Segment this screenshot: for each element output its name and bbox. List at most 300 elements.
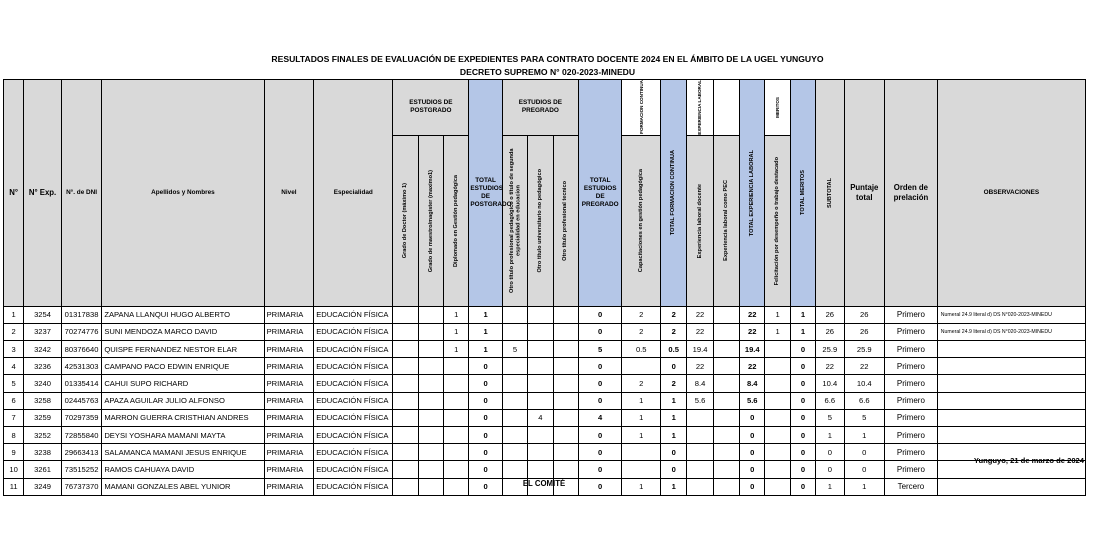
row-dni: 01317838 xyxy=(61,306,102,323)
row-otro-titulo-seg xyxy=(502,427,527,444)
row-exp: 3237 xyxy=(24,323,62,340)
header-maestro xyxy=(418,135,443,306)
row-capacitaciones: 0.5 xyxy=(622,341,661,358)
header-maestro-label: Grado de maestro/magister (maximo1) xyxy=(427,169,434,272)
row-maestro xyxy=(418,409,443,426)
row-total-experiencia: 8.4 xyxy=(740,375,765,392)
row-puntaje: 26 xyxy=(844,306,885,323)
row-puntaje: 10.4 xyxy=(844,375,885,392)
row-exp: 3236 xyxy=(24,358,62,375)
table-row xyxy=(4,461,1086,478)
row-exp-docente: 22 xyxy=(687,358,713,375)
row-otro-titulo-seg: 5 xyxy=(502,341,527,358)
row-observaciones xyxy=(937,341,1085,358)
row-exp: 3242 xyxy=(24,341,62,358)
table-row xyxy=(4,375,1086,392)
row-total-pregrado: 0 xyxy=(578,461,622,478)
row-total-meritos: 1 xyxy=(790,323,815,340)
row-maestro xyxy=(418,392,443,409)
header-n: N° xyxy=(4,80,24,307)
row-puntaje: 1 xyxy=(844,427,885,444)
header-pregrado-group: ESTUDIOS DE PREGRADO xyxy=(502,80,578,136)
row-orden: Primero xyxy=(885,306,938,323)
header-experiencia-group xyxy=(687,80,713,136)
row-otro-titulo-seg xyxy=(502,444,527,461)
row-total-postgrado: 0 xyxy=(469,444,502,461)
row-otro-titulo-univ xyxy=(528,341,553,358)
row-observaciones xyxy=(937,358,1085,375)
row-orden: Primero xyxy=(885,358,938,375)
row-name: SUNI MENDOZA MARCO DAVID xyxy=(102,323,264,340)
row-capacitaciones: 2 xyxy=(622,306,661,323)
row-total-postgrado: 0 xyxy=(469,358,502,375)
row-doctor xyxy=(393,375,418,392)
row-doctor xyxy=(393,409,418,426)
header-subtotal-label: SUBTOTAL xyxy=(826,177,833,208)
row-total-experiencia: 0 xyxy=(740,427,765,444)
row-dni: 29663413 xyxy=(61,444,102,461)
row-puntaje: 0 xyxy=(844,461,885,478)
header-doctor-label: Grado de Doctor (máximo 1) xyxy=(402,183,409,259)
header-total-postgrado-label: TOTAL ESTUDIOS DE POSTGRADO xyxy=(470,176,512,208)
row-name: MAMANI GONZALES ABEL YUNIOR xyxy=(102,478,264,495)
row-exp-docente: 19.4 xyxy=(687,341,713,358)
row-n: 3 xyxy=(4,341,24,358)
row-total-meritos: 0 xyxy=(790,358,815,375)
row-nivel: PRIMARIA xyxy=(264,375,314,392)
header-subtotal xyxy=(816,80,844,307)
row-total-pregrado: 0 xyxy=(578,358,622,375)
row-doctor xyxy=(393,392,418,409)
row-capacitaciones: 2 xyxy=(622,323,661,340)
row-total-pregrado: 4 xyxy=(578,409,622,426)
row-total-formacion: 1 xyxy=(661,409,687,426)
row-exp-pec xyxy=(713,392,739,409)
row-total-meritos: 0 xyxy=(790,461,815,478)
row-exp: 3254 xyxy=(24,306,62,323)
header-otro-titulo-seg xyxy=(502,135,527,306)
table-row xyxy=(4,323,1086,340)
row-otro-titulo-tec xyxy=(553,461,578,478)
header-formacion-label: FORMACION CONTINUA xyxy=(638,80,644,135)
row-otro-titulo-univ xyxy=(528,427,553,444)
row-maestro xyxy=(418,444,443,461)
header-otro-titulo-univ-label: Otro título universitario no pedagógico xyxy=(537,168,544,273)
row-name: CAMPANO PACO EDWIN ENRIQUE xyxy=(102,358,264,375)
row-total-postgrado: 0 xyxy=(469,461,502,478)
header-total-formacion xyxy=(661,80,687,307)
header-exp-docente xyxy=(687,135,713,306)
row-diplomado: 1 xyxy=(444,306,469,323)
row-name: ZAPANA LLANQUI HUGO ALBERTO xyxy=(102,306,264,323)
row-puntaje: 6.6 xyxy=(844,392,885,409)
row-total-formacion: 2 xyxy=(661,306,687,323)
row-exp-docente: 8.4 xyxy=(687,375,713,392)
row-total-experiencia: 22 xyxy=(740,358,765,375)
row-nivel: PRIMARIA xyxy=(264,478,314,495)
row-exp-pec xyxy=(713,341,739,358)
row-exp-pec xyxy=(713,409,739,426)
row-felicitacion xyxy=(765,375,790,392)
row-otro-titulo-tec xyxy=(553,323,578,340)
row-felicitacion xyxy=(765,341,790,358)
row-otro-titulo-seg xyxy=(502,358,527,375)
row-total-meritos: 0 xyxy=(790,375,815,392)
header-total-experiencia xyxy=(740,80,765,307)
row-orden: Primero xyxy=(885,392,938,409)
row-dni: 70274776 xyxy=(61,323,102,340)
header-diplomado xyxy=(444,135,469,306)
row-total-meritos: 0 xyxy=(790,392,815,409)
table-row xyxy=(4,444,1086,461)
row-total-postgrado: 0 xyxy=(469,392,502,409)
row-total-meritos: 0 xyxy=(790,444,815,461)
row-nivel: PRIMARIA xyxy=(264,306,314,323)
row-especialidad: EDUCACIÓN FÍSICA xyxy=(314,375,393,392)
row-doctor xyxy=(393,306,418,323)
row-exp: 3240 xyxy=(24,375,62,392)
row-n: 1 xyxy=(4,306,24,323)
header-diplomado-label: Diplomado en Gestión pedagógica xyxy=(452,174,459,267)
row-felicitacion xyxy=(765,461,790,478)
row-dni: 80376640 xyxy=(61,341,102,358)
row-maestro xyxy=(418,306,443,323)
row-especialidad: EDUCACIÓN FÍSICA xyxy=(314,427,393,444)
row-name: QUISPE FERNANDEZ NESTOR ELAR xyxy=(102,341,264,358)
header-otro-titulo-tec-label: Otro título profesional tecnico xyxy=(562,180,569,261)
row-otro-titulo-tec xyxy=(553,444,578,461)
row-observaciones xyxy=(937,409,1085,426)
header-exp-docente-label: Experiencia laboral docente xyxy=(696,183,703,258)
row-total-meritos: 0 xyxy=(790,341,815,358)
header-meritos-label: MERITOS xyxy=(774,96,780,118)
row-otro-titulo-tec xyxy=(553,392,578,409)
row-exp-docente xyxy=(687,427,713,444)
row-otro-titulo-seg xyxy=(502,392,527,409)
row-otro-titulo-univ xyxy=(528,444,553,461)
row-dni: 76737370 xyxy=(61,478,102,495)
row-total-experiencia: 0 xyxy=(740,461,765,478)
table-row xyxy=(4,392,1086,409)
row-especialidad: EDUCACIÓN FÍSICA xyxy=(314,358,393,375)
row-otro-titulo-seg xyxy=(502,375,527,392)
row-capacitaciones: 1 xyxy=(622,427,661,444)
row-diplomado xyxy=(444,375,469,392)
row-maestro xyxy=(418,427,443,444)
row-observaciones xyxy=(937,392,1085,409)
row-especialidad: EDUCACIÓN FÍSICA xyxy=(314,392,393,409)
row-n: 11 xyxy=(4,478,24,495)
row-exp-pec xyxy=(713,358,739,375)
row-subtotal: 1 xyxy=(816,478,844,495)
row-name: MARRON GUERRA CRISTHIAN ANDRES xyxy=(102,409,264,426)
row-total-postgrado: 1 xyxy=(469,306,502,323)
header-otro-titulo-univ xyxy=(528,135,553,306)
row-total-formacion: 0 xyxy=(661,444,687,461)
row-felicitacion xyxy=(765,392,790,409)
row-diplomado xyxy=(444,444,469,461)
row-doctor xyxy=(393,461,418,478)
row-otro-titulo-tec xyxy=(553,375,578,392)
row-total-postgrado: 0 xyxy=(469,375,502,392)
header-total-meritos-label: TOTAL MERITOS xyxy=(799,170,806,216)
row-exp-docente xyxy=(687,409,713,426)
header-total-pregrado: TOTAL ESTUDIOS DE PREGRADO xyxy=(578,80,622,307)
row-felicitacion xyxy=(765,358,790,375)
header-total-experiencia-label: TOTAL EXPERIENCIA LABORAL xyxy=(749,149,756,236)
header-orden: Orden de prelación xyxy=(885,80,938,307)
row-dni: 01335414 xyxy=(61,375,102,392)
row-total-experiencia: 19.4 xyxy=(740,341,765,358)
table-row xyxy=(4,306,1086,323)
row-diplomado xyxy=(444,427,469,444)
header-dni: N°. de DNI xyxy=(61,80,102,307)
row-orden: Primero xyxy=(885,427,938,444)
row-otro-titulo-tec xyxy=(553,409,578,426)
row-subtotal: 26 xyxy=(816,323,844,340)
row-exp-docente: 22 xyxy=(687,306,713,323)
row-total-postgrado: 0 xyxy=(469,427,502,444)
row-doctor xyxy=(393,444,418,461)
row-total-formacion: 0 xyxy=(661,358,687,375)
row-diplomado: 1 xyxy=(444,323,469,340)
row-puntaje: 25.9 xyxy=(844,341,885,358)
header-names: Apellidos y Nombres xyxy=(102,80,264,307)
row-total-pregrado: 0 xyxy=(578,392,622,409)
row-maestro xyxy=(418,461,443,478)
row-total-formacion: 2 xyxy=(661,323,687,340)
row-observaciones: Numeral 24.9 literal d) DS N°020-2023-MINEDU xyxy=(937,323,1085,340)
header-felicitacion xyxy=(765,135,790,306)
row-especialidad: EDUCACIÓN FÍSICA xyxy=(314,306,393,323)
header-capacitaciones xyxy=(622,135,661,306)
row-otro-titulo-univ xyxy=(528,323,553,340)
row-orden: Primero xyxy=(885,323,938,340)
row-n: 2 xyxy=(4,323,24,340)
row-subtotal: 22 xyxy=(816,358,844,375)
row-otro-titulo-univ xyxy=(528,461,553,478)
table-row xyxy=(4,341,1086,358)
row-total-pregrado: 0 xyxy=(578,323,622,340)
row-observaciones xyxy=(937,427,1085,444)
header-capacitaciones-label: Capacitaciones en gestión pedagógica xyxy=(638,169,645,273)
row-total-pregrado: 0 xyxy=(578,478,622,495)
row-puntaje: 0 xyxy=(844,444,885,461)
row-felicitacion: 1 xyxy=(765,306,790,323)
row-otro-titulo-univ: 4 xyxy=(528,409,553,426)
row-dni: 72855840 xyxy=(61,427,102,444)
row-felicitacion: 1 xyxy=(765,323,790,340)
row-exp: 3258 xyxy=(24,392,62,409)
row-especialidad: EDUCACIÓN FÍSICA xyxy=(314,461,393,478)
row-n: 8 xyxy=(4,427,24,444)
row-nivel: PRIMARIA xyxy=(264,358,314,375)
row-total-pregrado: 5 xyxy=(578,341,622,358)
header-otro-titulo-tec xyxy=(553,135,578,306)
row-orden: Primero xyxy=(885,409,938,426)
row-subtotal: 5 xyxy=(816,409,844,426)
row-exp: 3259 xyxy=(24,409,62,426)
row-total-experiencia: 5.6 xyxy=(740,392,765,409)
row-otro-titulo-tec xyxy=(553,358,578,375)
row-total-experiencia: 0 xyxy=(740,409,765,426)
results-table-body xyxy=(4,306,1086,495)
row-total-meritos: 0 xyxy=(790,478,815,495)
row-especialidad: EDUCACIÓN FÍSICA xyxy=(314,478,393,495)
row-subtotal: 0 xyxy=(816,444,844,461)
row-total-meritos: 0 xyxy=(790,427,815,444)
row-orden: Primero xyxy=(885,444,938,461)
row-otro-titulo-univ xyxy=(528,358,553,375)
row-exp: 3249 xyxy=(24,478,62,495)
header-doctor xyxy=(393,135,418,306)
row-total-formacion: 1 xyxy=(661,478,687,495)
header-total-postgrado xyxy=(469,80,512,307)
row-capacitaciones xyxy=(622,444,661,461)
row-n: 10 xyxy=(4,461,24,478)
place-date: Yunguyo, 21 de marzo de 2024 xyxy=(973,456,1084,465)
row-name: APAZA AGUILAR JULIO ALFONSO xyxy=(102,392,264,409)
row-nivel: PRIMARIA xyxy=(264,461,314,478)
row-dni: 42531303 xyxy=(61,358,102,375)
row-diplomado xyxy=(444,461,469,478)
row-especialidad: EDUCACIÓN FÍSICA xyxy=(314,444,393,461)
row-total-pregrado: 0 xyxy=(578,375,622,392)
row-capacitaciones: 1 xyxy=(622,478,661,495)
row-exp-pec xyxy=(713,461,739,478)
row-maestro xyxy=(418,375,443,392)
row-otro-titulo-tec xyxy=(553,341,578,358)
row-exp-pec xyxy=(713,427,739,444)
row-name: DEYSI YOSHARA MAMANI MAYTA xyxy=(102,427,264,444)
row-puntaje: 26 xyxy=(844,323,885,340)
header-postgrado-group: ESTUDIOS DE POSTGRADO xyxy=(393,80,469,136)
row-nivel: PRIMARIA xyxy=(264,409,314,426)
row-exp-pec xyxy=(713,375,739,392)
row-total-experiencia: 0 xyxy=(740,478,765,495)
row-otro-titulo-tec xyxy=(553,306,578,323)
row-exp-docente xyxy=(687,444,713,461)
row-total-postgrado: 1 xyxy=(469,341,502,358)
row-felicitacion xyxy=(765,409,790,426)
row-dni: 02445763 xyxy=(61,392,102,409)
row-subtotal: 0 xyxy=(816,461,844,478)
row-doctor xyxy=(393,341,418,358)
row-total-pregrado: 0 xyxy=(578,444,622,461)
row-capacitaciones xyxy=(622,358,661,375)
row-nivel: PRIMARIA xyxy=(264,323,314,340)
row-total-meritos: 1 xyxy=(790,306,815,323)
row-total-formacion: 1 xyxy=(661,427,687,444)
row-doctor xyxy=(393,427,418,444)
row-dni: 73515252 xyxy=(61,461,102,478)
row-maestro xyxy=(418,341,443,358)
header-exp-pec xyxy=(713,135,739,306)
row-felicitacion xyxy=(765,427,790,444)
row-total-postgrado: 0 xyxy=(469,478,502,495)
row-otro-titulo-tec xyxy=(553,427,578,444)
row-orden: Primero xyxy=(885,375,938,392)
row-otro-titulo-seg xyxy=(502,461,527,478)
row-name: RAMOS CAHUAYA DAVID xyxy=(102,461,264,478)
row-total-experiencia: 0 xyxy=(740,444,765,461)
row-name: SALAMANCA MAMANI JESUS ENRIQUE xyxy=(102,444,264,461)
row-name: CAHUI SUPO RICHARD xyxy=(102,375,264,392)
row-capacitaciones xyxy=(622,461,661,478)
header-exp: N° Exp. xyxy=(24,80,62,307)
row-otro-titulo-seg xyxy=(502,409,527,426)
row-doctor xyxy=(393,323,418,340)
table-row xyxy=(4,358,1086,375)
row-n: 4 xyxy=(4,358,24,375)
row-total-meritos: 0 xyxy=(790,409,815,426)
row-otro-titulo-univ xyxy=(528,306,553,323)
row-total-formacion: 0.5 xyxy=(661,341,687,358)
row-felicitacion xyxy=(765,444,790,461)
row-especialidad: EDUCACIÓN FÍSICA xyxy=(314,409,393,426)
row-nivel: PRIMARIA xyxy=(264,392,314,409)
header-observaciones: OBSERVACIONES xyxy=(937,80,1085,307)
header-especialidad: Especialidad xyxy=(314,80,393,307)
row-exp-docente xyxy=(687,461,713,478)
row-dni: 70297359 xyxy=(61,409,102,426)
row-maestro xyxy=(418,323,443,340)
row-total-postgrado: 1 xyxy=(469,323,502,340)
header-total-meritos xyxy=(790,80,815,307)
row-total-experiencia: 22 xyxy=(740,323,765,340)
row-total-formacion: 0 xyxy=(661,461,687,478)
row-diplomado xyxy=(444,409,469,426)
row-n: 5 xyxy=(4,375,24,392)
row-total-experiencia: 22 xyxy=(740,306,765,323)
row-observaciones: Numeral 24.9 literal d) DS N°020-2023-MINEDU xyxy=(937,306,1085,323)
row-puntaje: 22 xyxy=(844,358,885,375)
row-exp: 3238 xyxy=(24,444,62,461)
table-row xyxy=(4,427,1086,444)
row-total-formacion: 1 xyxy=(661,392,687,409)
header-otro-titulo-seg-label: Otro título profesional pedagógico o título de segunda especialidad en educacion xyxy=(508,148,521,293)
row-especialidad: EDUCACIÓN FÍSICA xyxy=(314,323,393,340)
row-exp-docente: 5.6 xyxy=(687,392,713,409)
row-subtotal: 25.9 xyxy=(816,341,844,358)
row-nivel: PRIMARIA xyxy=(264,427,314,444)
row-observaciones xyxy=(937,375,1085,392)
row-otro-titulo-seg xyxy=(502,323,527,340)
header-meritos-group xyxy=(765,80,790,136)
document-title: RESULTADOS FINALES DE EVALUACIÓN DE EXPEDIENTES PARA CONTRATO DOCENTE 2024 EN EL ÁMBITO DE LA UGEL YUNGUYO xyxy=(271,54,824,64)
row-n: 9 xyxy=(4,444,24,461)
header-total-formacion-label: TOTAL FORMACION CONTINUA xyxy=(670,150,677,236)
row-orden: Tercero xyxy=(885,478,938,495)
header-formacion-group xyxy=(622,80,661,136)
row-total-pregrado: 0 xyxy=(578,427,622,444)
row-n: 7 xyxy=(4,409,24,426)
row-total-pregrado: 0 xyxy=(578,306,622,323)
row-orden: Primero xyxy=(885,461,938,478)
header-nivel: Nivel xyxy=(264,80,314,307)
results-table xyxy=(3,79,1086,496)
header-felicitacion-label: Felicitación por desempeño o trabajo destacado xyxy=(774,156,781,285)
header-puntaje: Puntaje total xyxy=(844,80,885,307)
row-doctor xyxy=(393,358,418,375)
row-exp-pec xyxy=(713,323,739,340)
header-exp-pec-label: Experiencia laboral como PEC xyxy=(723,180,730,262)
row-nivel: PRIMARIA xyxy=(264,341,314,358)
table-row xyxy=(4,409,1086,426)
row-diplomado xyxy=(444,392,469,409)
row-orden: Primero xyxy=(885,341,938,358)
row-diplomado: 1 xyxy=(444,341,469,358)
